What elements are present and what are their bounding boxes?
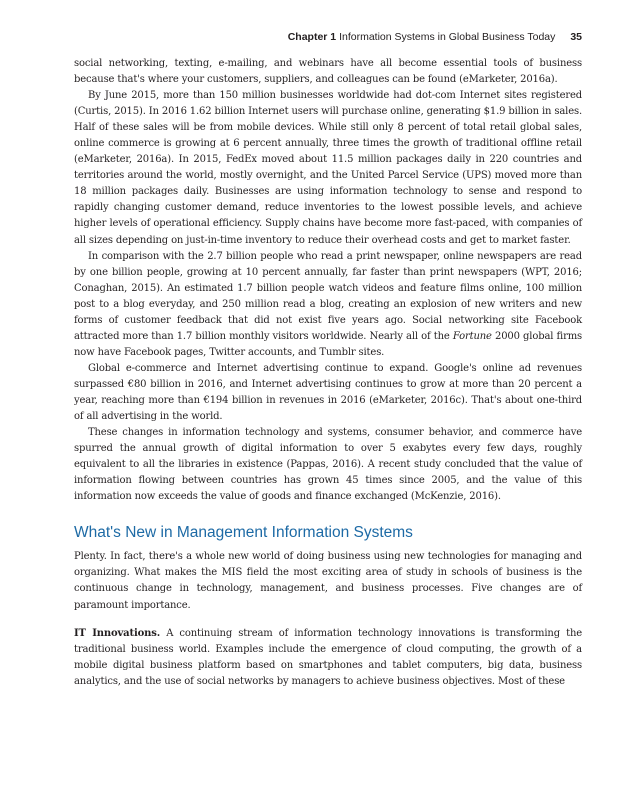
paragraph-online-newspapers [74, 249, 582, 361]
runin-heading: IT Innovations. [74, 627, 161, 639]
paragraph-digital-information-growth: These changes in information technology and systems, consumer behavior, and commerce have spurred the annual growth of digital information to over 5 exabytes every few days, roughly equivalent to all the libraries in existence (Pappas, 2016). A recent study concluded that the value of information flowing between countries has grown 45 times since 2005, and the value of this information now exceeds the value of goods and finance exchanged (McKenzie, 2016). [74, 427, 582, 503]
fortune-title: Fortune [452, 330, 492, 342]
paragraph-dotcom-sites: By June 2015, more than 150 million businesses worldwide had dot-com Internet sites registered (Curtis, 2015). In 2016 1.62 billion Internet users will purchase online, generating $1.9 billion in sales. Half of these sales will be from mobile devices. While still only 8 percent of total retail global sales, online commerce is growing at 6 percent annually, three times the growth of traditional offline retail (eMarketer, 2016a). In 2015, FedEx moved about 11.5 million packages daily in 220 countries and territories around the world, mostly overnight, and the United Parcel Service (UPS) moved more than 18 million packages daily. Businesses are using information technology to sense and respond to rapidly changing customer demand, reduce inventories to the lowest possible levels, and achieve higher levels of operational efficiency. Supply chains have become more fast-paced, with companies of all sizes depending on just-in-time inventory to reduce their overhead costs and get to market faster. [74, 90, 582, 246]
runin-text: A continuing stream of information technology innovations is transforming the traditional business world. Examples include the emergence of cloud computing, the growth of a mobile digital business platform based on smartphones and tablet computers, big data, business analytics, and the use of social networks by managers to achieve business objectives. Most of these [74, 627, 583, 687]
paragraph-online-newspapers-tail: 2000 global firms now have Facebook pages, Twitter accounts, and Tumblr sites. [74, 330, 583, 358]
running-head [0, 31, 582, 43]
paragraph-continued: social networking, texting, e-mailing, and webinars have all become essential tools of business because that's where your customers, suppliers, and colleagues can be found (eMarketer, 2016a). [74, 58, 582, 86]
paragraph-gap [74, 614, 582, 626]
chapter-label: Chapter 1 [287, 31, 337, 43]
body-text [74, 56, 582, 690]
it-innovations-paragraph [74, 626, 582, 690]
section-intro: Plenty. In fact, there's a whole new world of doing business using new technologies for managing and organizing. What makes the MIS field the most exciting area of study in schools of business is the continuous change in technology, management, and business processes. Five changes are of paramount importance. [74, 551, 582, 611]
page-number: 35 [570, 31, 582, 43]
paragraph-ecommerce-advertising: Global e-commerce and Internet advertising continue to expand. Google's online ad revenues surpassed €80 billion in 2016, and Internet advertising continues to grow at more than 20 percent a year, reaching more than €194 billion in revenues in 2016 (eMarketer, 2016c). That's about one-third of all advertising in the world. [74, 362, 582, 423]
section-heading: What's New in Management Information Systems [74, 524, 413, 542]
paragraph-online-newspapers-text: In comparison with the 2.7 billion people who read a print newspaper, online newspapers are read by one billion people, growing at 10 percent annually, far faster than print newspapers (WPT, 2016; Conaghan, 2015). An estimated 1.7 billion people watch videos and feature films online, 100 million post to a blog everyday, and 250 million read a blog, creating an explosion of new writers and new forms of customer feedback that did not exist five years ago. Social networking site Facebook attracted more than 1.7 billion monthly visitors worldwide. Nearly all of the [74, 250, 582, 342]
chapter-title: Information Systems in Global Business Today [339, 31, 556, 43]
